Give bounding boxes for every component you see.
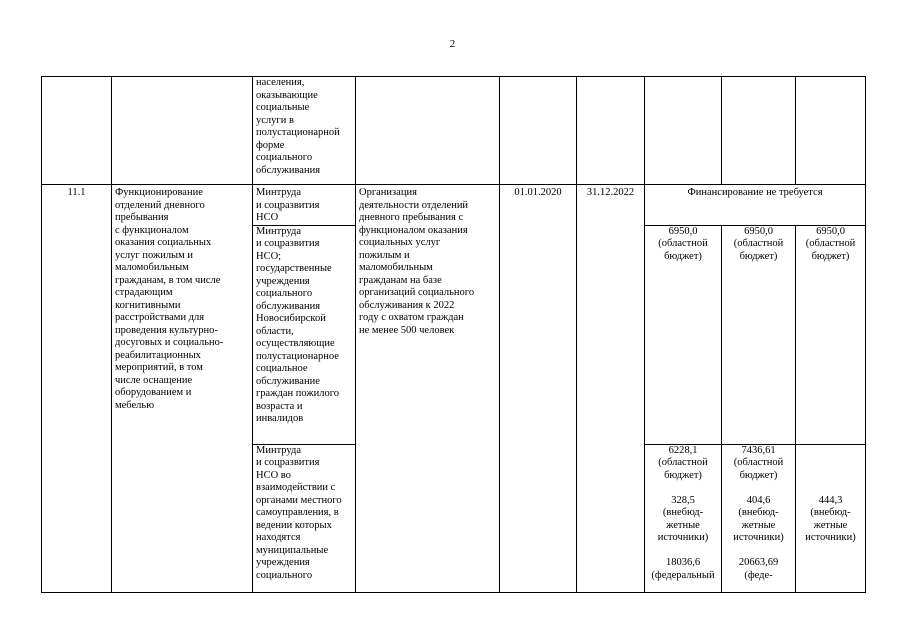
end-date-cell: 31.12.2022 [577, 185, 645, 593]
table-row [42, 185, 866, 226]
financing-2021-cell: 6950,0 (областной бюджет) [722, 225, 796, 444]
table-row [42, 77, 866, 185]
activities-table [41, 76, 866, 593]
financing-note-cell: Финансирование не требуется [645, 185, 866, 226]
cell-empty [112, 77, 253, 185]
financing-2021-cell: 7436,61 (областной бюджет) 404,6 (внебюд- жетные источники) 20663,69 (феде- [722, 444, 796, 592]
activity-name-cell: Функционирование отделений дневного пребывания с функционалом оказания социальных услуг пожилым и маломобильным гражданам, в том числе страдающим когнитивными расстройствами для проведения культурно- досуговых и социально- реабилитационных мероприятий, в том числе оснащение оборудованием и мебелью [112, 185, 253, 593]
executor-cell: Минтруда и соцразвития НСО во взаимодействии с органами местного самоуправления, в ведении которых находятся муниципальные учреждения социального [253, 444, 356, 592]
row-number-cell: 11.1 [42, 185, 112, 593]
cell-empty [722, 77, 796, 185]
result-cell: Организация деятельности отделений дневного пребывания с функционалом оказания социальных услуг пожилым и маломобильным гражданам на базе организаций социального обслуживания к 2022 году с охватом граждан не менее 500 человек [356, 185, 500, 593]
cell-empty [42, 77, 112, 185]
page-number: 2 [449, 38, 456, 50]
financing-2020-cell: 6228,1 (областной бюджет) 328,5 (внебюд- жетные источники) 18036,6 (федеральный [645, 444, 722, 592]
cell-empty [645, 77, 722, 185]
financing-2022-cell: 6950,0 (областной бюджет) [796, 225, 866, 444]
financing-2022-cell: 444,3 (внебюд- жетные источники) [796, 444, 866, 592]
cell-empty [796, 77, 866, 185]
start-date-cell: 01.01.2020 [500, 185, 577, 593]
cell-empty [577, 77, 645, 185]
cell-empty [500, 77, 577, 185]
executor-tail-cell: населения, оказывающие социальные услуги в полустационарной форме социального обслуживания [253, 77, 356, 185]
executor-cell: Минтруда и соцразвития НСО; государственные учреждения социального обслуживания Новосибирской области, осуществляющие полустационарное социальное обслуживание граждан пожилого возраста и инвалидов [253, 225, 356, 444]
financing-2020-cell: 6950,0 (областной бюджет) [645, 225, 722, 444]
cell-empty [356, 77, 500, 185]
executor-cell: Минтруда и соцразвития НСО [253, 185, 356, 226]
